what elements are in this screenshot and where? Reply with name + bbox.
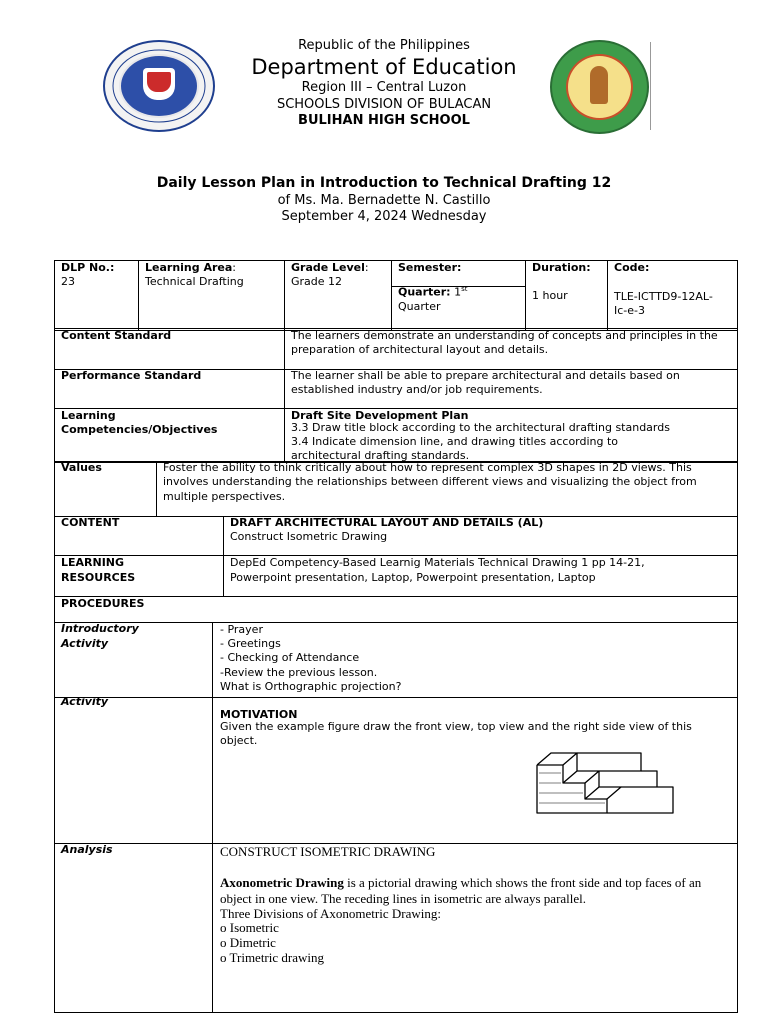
- performance-standard-label: Performance Standard: [61, 369, 202, 382]
- quarter-label-line: [398, 285, 467, 300]
- resources-line-2: Powerpoint presentation, Laptop, Powerpoint presentation, Laptop: [230, 571, 596, 584]
- competency-item-1: 3.3 Draw title block according to the architectural drafting standards: [291, 421, 670, 434]
- divisions-intro: Three Divisions of Axonometric Drawing:: [220, 906, 441, 921]
- learning-area-colon: :: [232, 261, 236, 274]
- quarter-word: Quarter: [398, 300, 441, 313]
- performance-standard-text: The learner shall be able to prepare architectural and details based on established industry and/or job requirements.: [291, 369, 680, 397]
- analysis-label-cell: [54, 843, 213, 1013]
- region-text: Region III – Central Luzon: [301, 80, 467, 96]
- dlp-value: 23: [61, 275, 75, 288]
- competencies-label-line-1: Learning: [61, 409, 116, 422]
- values-label: Values: [61, 461, 102, 474]
- intro-item: -Review the previous lesson.: [220, 666, 378, 679]
- resources-label-line-2: RESOURCES: [61, 571, 136, 584]
- grade-level-value: Grade 12: [291, 275, 343, 288]
- content-heading: DRAFT ARCHITECTURAL LAYOUT AND DETAILS (AL): [230, 516, 544, 529]
- introductory-label-line-1: Introductory: [61, 622, 139, 635]
- quarter-superscript: st: [461, 285, 468, 293]
- content-label: CONTENT: [61, 516, 120, 529]
- values-text: Foster the ability to think critically about how to represent complex 3D shapes in 2D views. This involves understanding the relationships between different views and visualizing the object from multiple perspectives.: [163, 461, 697, 503]
- competencies-heading: Draft Site Development Plan: [291, 409, 469, 422]
- activity-label: Activity: [61, 695, 109, 708]
- duration-value: 1 hour: [532, 289, 568, 302]
- republic-text: Republic of the Philippines: [298, 38, 470, 53]
- division-item: o Isometric: [220, 920, 279, 935]
- analysis-text-cell: [212, 843, 738, 1013]
- code-line-1: TLE-ICTTD9-12AL-: [614, 290, 713, 303]
- axonometric-term: Axonometric Drawing: [220, 875, 344, 890]
- lesson-plan-title-block: [0, 175, 768, 225]
- lesson-plan-title: Daily Lesson Plan in Introduction to Technical Drafting 12: [156, 175, 612, 191]
- procedures-cell: [54, 596, 738, 623]
- department-title: Department of Education: [251, 55, 517, 80]
- learning-area-label-line: [145, 261, 236, 275]
- motivation-text: Given the example figure draw the front view, top view and the right side view of this object.: [220, 720, 692, 748]
- activity-label-cell: [54, 697, 213, 844]
- division-item: o Trimetric drawing: [220, 950, 324, 965]
- procedures-label: PROCEDURES: [61, 597, 145, 610]
- school-name: BULIHAN HIGH SCHOOL: [298, 112, 470, 128]
- semester-label: Semester:: [398, 261, 462, 274]
- content-sub: Construct Isometric Drawing: [230, 530, 388, 543]
- letterhead: [0, 38, 768, 129]
- analysis-label: Analysis: [61, 843, 113, 856]
- staircase-figure: [533, 743, 678, 823]
- quarter-number: 1: [450, 285, 462, 299]
- code-line-2: Ic-e-3: [614, 304, 645, 317]
- code-label: Code:: [614, 261, 650, 274]
- content-standard-text: The learners demonstrate an understanding of concepts and principles in the preparation of architectural layout and details.: [291, 329, 718, 357]
- learning-area-value: Technical Drafting: [145, 275, 244, 288]
- learning-area-label: Learning Area: [145, 261, 233, 274]
- lesson-date: September 4, 2024 Wednesday: [281, 208, 487, 224]
- introductory-label-line-2: Activity: [61, 637, 109, 650]
- intro-item: - Greetings: [220, 637, 281, 650]
- content-standard-label: Content Standard: [61, 329, 172, 342]
- division-item: o Dimetric: [220, 935, 276, 950]
- competencies-label-line-2: Competencies/Objectives: [61, 423, 218, 436]
- quarter-label: Quarter:: [398, 285, 451, 299]
- analysis-heading: CONSTRUCT ISOMETRIC DRAWING: [220, 844, 436, 859]
- dlp-label: DLP No.:: [61, 261, 115, 274]
- resources-line-1: DepEd Competency-Based Learnig Materials Technical Drawing 1 pp 14-21,: [230, 556, 645, 569]
- axonometric-paragraph: [220, 875, 730, 906]
- intro-item: What is Orthographic projection?: [220, 680, 402, 693]
- motivation-heading: MOTIVATION: [220, 708, 298, 721]
- grade-level-colon: :: [364, 261, 369, 274]
- intro-item: - Checking of Attendance: [220, 651, 360, 664]
- competency-item-2: 3.4 Indicate dimension line, and drawing titles according to architectural drafting standards.: [291, 435, 619, 463]
- grade-level-label-line: [291, 261, 369, 275]
- axonometric-text: is a pictorial drawing which shows the front side and top faces of an object in one view. The receding lines in isometric are always parallel.: [220, 875, 702, 906]
- intro-item: - Prayer: [220, 623, 263, 636]
- resources-label-line-1: LEARNING: [61, 556, 125, 569]
- grade-level-label: Grade Level: [291, 261, 365, 274]
- division-text: SCHOOLS DIVISION OF BULACAN: [276, 96, 492, 112]
- duration-label: Duration:: [532, 261, 591, 274]
- teacher-name: of Ms. Ma. Bernadette N. Castillo: [277, 192, 491, 208]
